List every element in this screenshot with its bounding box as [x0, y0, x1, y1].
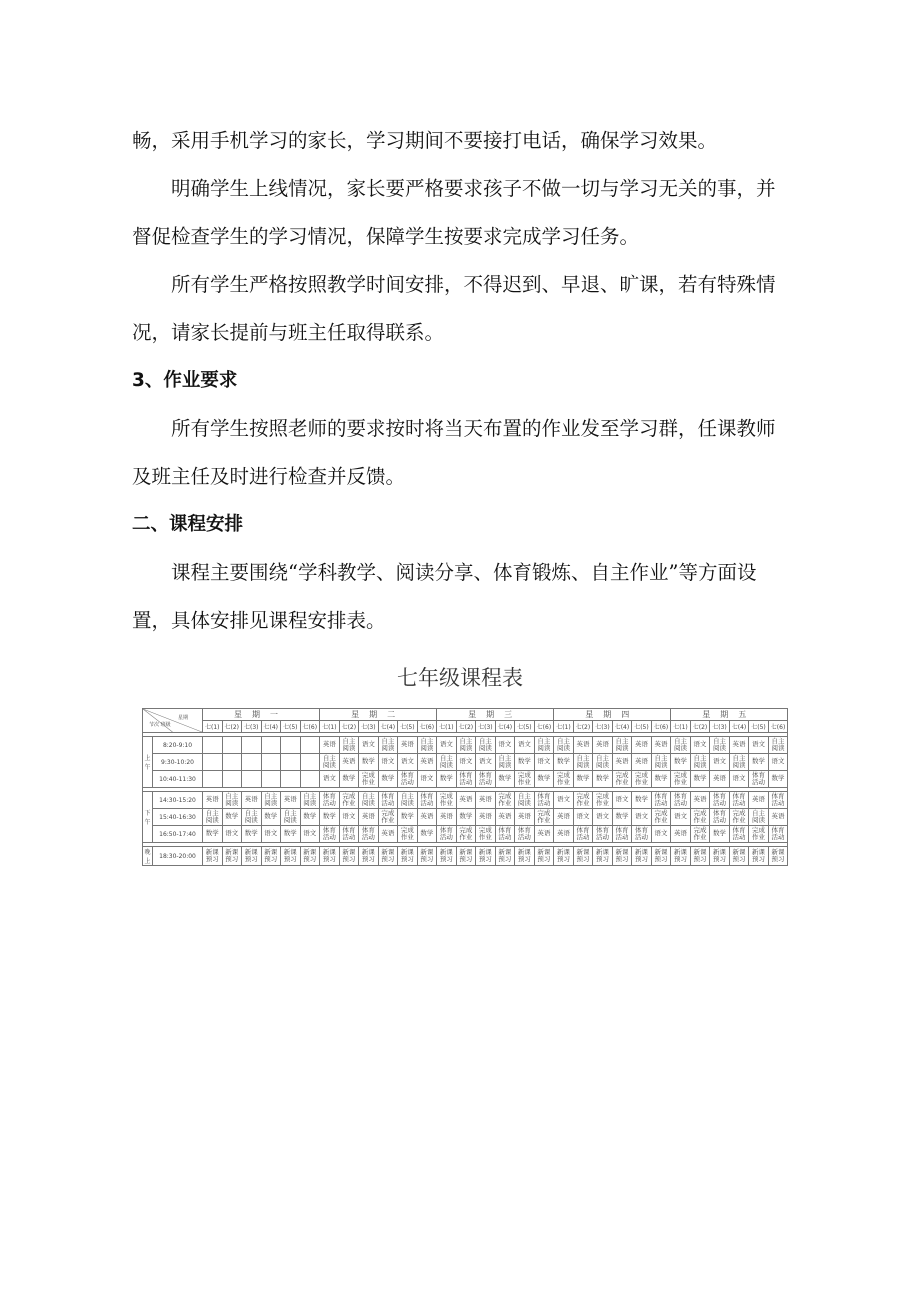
subject-cell: 自主阅读	[320, 754, 340, 771]
subject-cell: 语文	[437, 737, 457, 754]
period-label: 下午	[143, 792, 153, 843]
subject-cell: 自主阅读	[281, 809, 301, 826]
class-header: 七(3)	[476, 721, 496, 733]
subject-cell: 语文	[710, 754, 730, 771]
subject-cell: 语文	[476, 754, 496, 771]
subject-cell: 语文	[632, 809, 652, 826]
subject-cell: 语文	[612, 792, 632, 809]
corner-bottom-label: 节次 班级	[149, 721, 171, 728]
subject-cell: 英语	[476, 809, 496, 826]
subject-cell: 新课预习	[749, 847, 769, 866]
class-header: 七(6)	[534, 721, 554, 733]
subject-cell	[261, 771, 281, 788]
subject-cell: 数学	[612, 809, 632, 826]
subject-cell	[222, 771, 242, 788]
subject-cell: 新课预习	[222, 847, 242, 866]
subject-cell: 新课预习	[378, 847, 398, 866]
subject-cell: 数学	[495, 771, 515, 788]
subject-cell: 完成作业	[749, 826, 769, 843]
subject-cell: 语文	[554, 792, 574, 809]
corner-top-label: 星期	[177, 714, 188, 721]
subject-cell: 数学	[456, 809, 476, 826]
subject-cell: 自主阅读	[417, 737, 437, 754]
subject-cell: 新课预习	[515, 847, 535, 866]
subject-cell: 语文	[651, 826, 671, 843]
table-row	[143, 847, 788, 866]
subject-cell: 完成作业	[495, 792, 515, 809]
subject-cell: 英语	[632, 737, 652, 754]
subject-cell: 数学	[690, 771, 710, 788]
subject-cell: 数学	[651, 771, 671, 788]
class-header: 七(3)	[710, 721, 730, 733]
subject-cell	[281, 754, 301, 771]
table-row	[143, 809, 788, 826]
subject-cell: 体育活动	[651, 792, 671, 809]
section-heading: 二、课程安排	[132, 514, 244, 535]
subject-cell: 英语	[573, 737, 593, 754]
class-header: 七(4)	[612, 721, 632, 733]
table-row	[143, 826, 788, 843]
subject-cell	[242, 737, 262, 754]
subject-cell: 英语	[359, 809, 379, 826]
subject-cell: 英语	[554, 809, 574, 826]
subject-cell: 英语	[495, 809, 515, 826]
subject-cell: 数学	[398, 809, 418, 826]
subject-cell: 自主阅读	[710, 737, 730, 754]
subject-cell: 新课预习	[612, 847, 632, 866]
subject-cell: 新课预习	[495, 847, 515, 866]
class-header: 七(2)	[573, 721, 593, 733]
subject-cell: 完成作业	[690, 809, 710, 826]
class-header: 七(5)	[281, 721, 301, 733]
section-heading: 3、作业要求	[132, 370, 238, 391]
subject-cell: 英语	[203, 792, 223, 809]
subject-cell	[242, 754, 262, 771]
subject-cell: 语文	[749, 737, 769, 754]
subject-cell: 完成作业	[612, 771, 632, 788]
subject-cell: 完成作业	[632, 771, 652, 788]
subject-cell: 语文	[320, 771, 340, 788]
subject-cell: 体育活动	[495, 826, 515, 843]
subject-cell: 新课预习	[573, 847, 593, 866]
subject-cell: 自主阅读	[554, 737, 574, 754]
subject-cell: 英语	[378, 826, 398, 843]
subject-cell: 自主阅读	[456, 737, 476, 754]
subject-cell: 数学	[710, 826, 730, 843]
subject-cell: 体育活动	[534, 792, 554, 809]
class-header: 七(3)	[593, 721, 613, 733]
subject-cell: 新课预习	[437, 847, 457, 866]
subject-cell: 数学	[573, 771, 593, 788]
subject-cell: 英语	[515, 809, 535, 826]
class-header: 七(5)	[398, 721, 418, 733]
subject-cell: 体育活动	[320, 826, 340, 843]
subject-cell: 完成作业	[593, 792, 613, 809]
subject-cell: 体育活动	[612, 826, 632, 843]
subject-cell: 语文	[534, 754, 554, 771]
subject-cell: 自主阅读	[515, 792, 535, 809]
subject-cell: 英语	[398, 737, 418, 754]
subject-cell: 新课预习	[261, 847, 281, 866]
subject-cell: 完成作业	[729, 809, 749, 826]
subject-cell: 体育活动	[515, 826, 535, 843]
subject-cell: 数学	[515, 754, 535, 771]
subject-cell: 新课预习	[320, 847, 340, 866]
class-header: 七(5)	[632, 721, 652, 733]
class-header: 七(4)	[261, 721, 281, 733]
subject-cell: 新课预习	[690, 847, 710, 866]
class-header: 七(5)	[749, 721, 769, 733]
subject-cell: 体育活动	[359, 826, 379, 843]
subject-cell: 数学	[203, 826, 223, 843]
subject-cell: 数学	[632, 792, 652, 809]
subject-cell: 体育活动	[378, 792, 398, 809]
subject-cell: 新课预习	[729, 847, 749, 866]
subject-cell: 语文	[495, 737, 515, 754]
subject-cell: 自主阅读	[495, 754, 515, 771]
class-header: 七(5)	[515, 721, 535, 733]
subject-cell: 完成作业	[671, 771, 691, 788]
subject-cell: 体育活动	[456, 771, 476, 788]
time-slot: 14:30-15:20	[153, 792, 203, 809]
timetable-wrapper	[142, 708, 788, 890]
class-header: 七(6)	[300, 721, 320, 733]
paragraph: 课程主要围绕“学科教学、阅读分享、体育锻炼、自主作业”等方面设置，具体安排见课程安排表。	[132, 561, 757, 632]
subject-cell: 数学	[437, 771, 457, 788]
subject-cell: 语文	[573, 809, 593, 826]
subject-cell: 英语	[671, 826, 691, 843]
subject-cell: 新课预习	[476, 847, 496, 866]
subject-cell: 英语	[417, 754, 437, 771]
subject-cell: 英语	[320, 737, 340, 754]
subject-cell: 新课预习	[671, 847, 691, 866]
subject-cell: 体育活动	[768, 826, 788, 843]
subject-cell	[203, 771, 223, 788]
subject-cell: 英语	[690, 792, 710, 809]
subject-cell: 自主阅读	[612, 737, 632, 754]
period-label: 晚上	[143, 847, 153, 866]
subject-cell: 自主阅读	[729, 754, 749, 771]
class-header: 七(2)	[690, 721, 710, 733]
subject-cell: 自主阅读	[671, 737, 691, 754]
subject-cell: 数学	[749, 754, 769, 771]
subject-cell: 数学	[378, 771, 398, 788]
subject-cell	[203, 737, 223, 754]
timetable	[142, 708, 788, 866]
subject-cell: 新课预习	[300, 847, 320, 866]
subject-cell: 完成作业	[398, 826, 418, 843]
subject-cell: 自主阅读	[749, 809, 769, 826]
subject-cell: 新课预习	[339, 847, 359, 866]
subject-cell: 体育活动	[417, 792, 437, 809]
subject-cell: 新课预习	[417, 847, 437, 866]
subject-cell: 体育活动	[729, 826, 749, 843]
subject-cell	[300, 771, 320, 788]
subject-cell: 自主阅读	[437, 754, 457, 771]
class-header: 七(3)	[359, 721, 379, 733]
subject-cell	[281, 737, 301, 754]
document-body	[132, 117, 792, 645]
subject-cell: 体育活动	[398, 771, 418, 788]
time-slot: 18:30-20:00	[153, 847, 203, 866]
subject-cell: 自主阅读	[593, 754, 613, 771]
subject-cell: 完成作业	[651, 809, 671, 826]
class-header: 七(1)	[554, 721, 574, 733]
subject-cell: 语文	[729, 771, 749, 788]
subject-cell: 语文	[417, 771, 437, 788]
subject-cell: 数学	[593, 771, 613, 788]
class-header: 七(1)	[203, 721, 223, 733]
time-slot: 8:20-9:10	[153, 737, 203, 754]
class-header: 七(2)	[339, 721, 359, 733]
time-slot: 16:50-17:40	[153, 826, 203, 843]
subject-cell: 新课预习	[281, 847, 301, 866]
subject-cell: 自主阅读	[690, 754, 710, 771]
subject-cell: 新课预习	[554, 847, 574, 866]
class-header: 七(1)	[671, 721, 691, 733]
subject-cell: 新课预习	[359, 847, 379, 866]
subject-cell: 完成作业	[476, 826, 496, 843]
subject-cell: 体育活动	[632, 826, 652, 843]
subject-cell: 新课预习	[651, 847, 671, 866]
subject-cell: 英语	[437, 809, 457, 826]
subject-cell: 完成作业	[554, 771, 574, 788]
subject-cell: 语文	[378, 754, 398, 771]
day-header: 星期二	[320, 709, 437, 721]
subject-cell: 数学	[222, 809, 242, 826]
subject-cell: 完成作业	[515, 771, 535, 788]
subject-cell: 自主阅读	[398, 792, 418, 809]
class-header: 七(1)	[437, 721, 457, 733]
subject-cell: 新课预习	[242, 847, 262, 866]
subject-cell: 体育活动	[710, 809, 730, 826]
class-header: 七(1)	[320, 721, 340, 733]
subject-cell: 英语	[476, 792, 496, 809]
subject-cell: 数学	[261, 809, 281, 826]
subject-cell: 自主阅读	[534, 737, 554, 754]
subject-cell: 英语	[554, 826, 574, 843]
subject-cell	[242, 771, 262, 788]
subject-cell: 自主阅读	[768, 737, 788, 754]
time-slot: 9:30-10:20	[153, 754, 203, 771]
subject-cell: 完成作业	[378, 809, 398, 826]
subject-cell: 数学	[281, 826, 301, 843]
class-header: 七(6)	[651, 721, 671, 733]
subject-cell: 英语	[281, 792, 301, 809]
time-slot: 10:40-11:30	[153, 771, 203, 788]
subject-cell: 体育活动	[339, 826, 359, 843]
subject-cell: 自主阅读	[203, 809, 223, 826]
subject-cell: 语文	[671, 809, 691, 826]
subject-cell	[300, 754, 320, 771]
subject-cell: 数学	[359, 754, 379, 771]
subject-cell	[222, 754, 242, 771]
subject-cell: 自主阅读	[242, 809, 262, 826]
subject-cell	[222, 737, 242, 754]
subject-cell: 英语	[242, 792, 262, 809]
subject-cell: 新课预习	[710, 847, 730, 866]
paragraph: 畅，采用手机学习的家长，学习期间不要接打电话，确保学习效果。	[132, 129, 718, 152]
subject-cell: 语文	[261, 826, 281, 843]
subject-cell: 语文	[515, 737, 535, 754]
subject-cell: 英语	[612, 754, 632, 771]
subject-cell: 英语	[456, 792, 476, 809]
subject-cell: 语文	[300, 826, 320, 843]
subject-cell: 英语	[710, 771, 730, 788]
subject-cell: 新课预习	[768, 847, 788, 866]
subject-cell: 英语	[534, 826, 554, 843]
class-header: 七(3)	[242, 721, 262, 733]
subject-cell: 数学	[300, 809, 320, 826]
subject-cell: 数学	[417, 826, 437, 843]
subject-cell	[261, 737, 281, 754]
subject-cell: 体育活动	[729, 792, 749, 809]
class-header: 七(4)	[378, 721, 398, 733]
table-row	[143, 771, 788, 788]
subject-cell: 体育活动	[749, 771, 769, 788]
day-header: 星期三	[437, 709, 554, 721]
subject-cell: 语文	[339, 809, 359, 826]
subject-cell: 英语	[632, 754, 652, 771]
subject-cell: 英语	[749, 792, 769, 809]
subject-cell: 新课预习	[632, 847, 652, 866]
time-slot: 15:40-16:30	[153, 809, 203, 826]
subject-cell: 英语	[417, 809, 437, 826]
class-header: 七(2)	[222, 721, 242, 733]
subject-cell: 完成作业	[534, 809, 554, 826]
day-header: 星期五	[671, 709, 788, 721]
subject-cell: 自主阅读	[222, 792, 242, 809]
subject-cell: 自主阅读	[476, 737, 496, 754]
subject-cell: 新课预习	[398, 847, 418, 866]
subject-cell: 自主阅读	[261, 792, 281, 809]
class-header: 七(4)	[729, 721, 749, 733]
subject-cell: 自主阅读	[378, 737, 398, 754]
table-row	[143, 737, 788, 754]
class-header: 七(6)	[417, 721, 437, 733]
subject-cell: 语文	[222, 826, 242, 843]
subject-cell: 英语	[593, 737, 613, 754]
subject-cell: 新课预习	[593, 847, 613, 866]
subject-cell: 体育活动	[593, 826, 613, 843]
subject-cell: 语文	[456, 754, 476, 771]
subject-cell	[281, 771, 301, 788]
subject-cell: 完成作业	[690, 826, 710, 843]
subject-cell: 新课预习	[456, 847, 476, 866]
subject-cell	[300, 737, 320, 754]
subject-cell: 数学	[320, 809, 340, 826]
subject-cell: 完成作业	[359, 771, 379, 788]
paragraph: 所有学生严格按照教学时间安排，不得迟到、早退、旷课，若有特殊情况，请家长提前与班主任取得联系。	[132, 273, 776, 344]
day-header: 星期四	[554, 709, 671, 721]
subject-cell: 英语	[651, 737, 671, 754]
subject-cell: 完成作业	[339, 792, 359, 809]
subject-cell: 数学	[242, 826, 262, 843]
class-header: 七(6)	[768, 721, 788, 733]
period-label: 上午	[143, 737, 153, 788]
corner-header	[143, 709, 203, 733]
subject-cell: 英语	[339, 754, 359, 771]
subject-cell: 体育活动	[320, 792, 340, 809]
subject-cell: 语文	[398, 754, 418, 771]
subject-cell: 体育活动	[671, 792, 691, 809]
paragraph: 明确学生上线情况，家长要严格要求孩子不做一切与学习无关的事，并督促检查学生的学习情况，保障学生按要求完成学习任务。	[132, 177, 776, 248]
subject-cell: 数学	[534, 771, 554, 788]
subject-cell: 体育活动	[710, 792, 730, 809]
subject-cell: 新课预习	[534, 847, 554, 866]
subject-cell: 语文	[690, 737, 710, 754]
subject-cell: 完成作业	[437, 792, 457, 809]
day-header: 星期一	[203, 709, 320, 721]
subject-cell: 英语	[768, 809, 788, 826]
subject-cell: 数学	[768, 771, 788, 788]
paragraph: 所有学生按照老师的要求按时将当天布置的作业发至学习群，任课教师及班主任及时进行检查并反馈。	[132, 417, 776, 488]
subject-cell: 自主阅读	[359, 792, 379, 809]
table-row	[143, 792, 788, 809]
subject-cell: 体育活动	[437, 826, 457, 843]
subject-cell: 自主阅读	[339, 737, 359, 754]
subject-cell: 自主阅读	[573, 754, 593, 771]
class-header: 七(2)	[456, 721, 476, 733]
subject-cell: 语文	[593, 809, 613, 826]
subject-cell: 新课预习	[203, 847, 223, 866]
subject-cell: 数学	[339, 771, 359, 788]
timetable-title: 七年级课程表	[397, 666, 523, 690]
subject-cell: 完成作业	[573, 792, 593, 809]
subject-cell	[261, 754, 281, 771]
table-row	[143, 754, 788, 771]
subject-cell: 体育活动	[476, 771, 496, 788]
subject-cell	[203, 754, 223, 771]
subject-cell: 体育活动	[573, 826, 593, 843]
subject-cell: 自主阅读	[651, 754, 671, 771]
subject-cell: 英语	[729, 737, 749, 754]
subject-cell: 自主阅读	[300, 792, 320, 809]
subject-cell: 语文	[768, 754, 788, 771]
subject-cell: 数学	[554, 754, 574, 771]
subject-cell: 完成作业	[456, 826, 476, 843]
subject-cell: 体育活动	[768, 792, 788, 809]
subject-cell: 数学	[671, 754, 691, 771]
subject-cell: 语文	[359, 737, 379, 754]
class-header: 七(4)	[495, 721, 515, 733]
